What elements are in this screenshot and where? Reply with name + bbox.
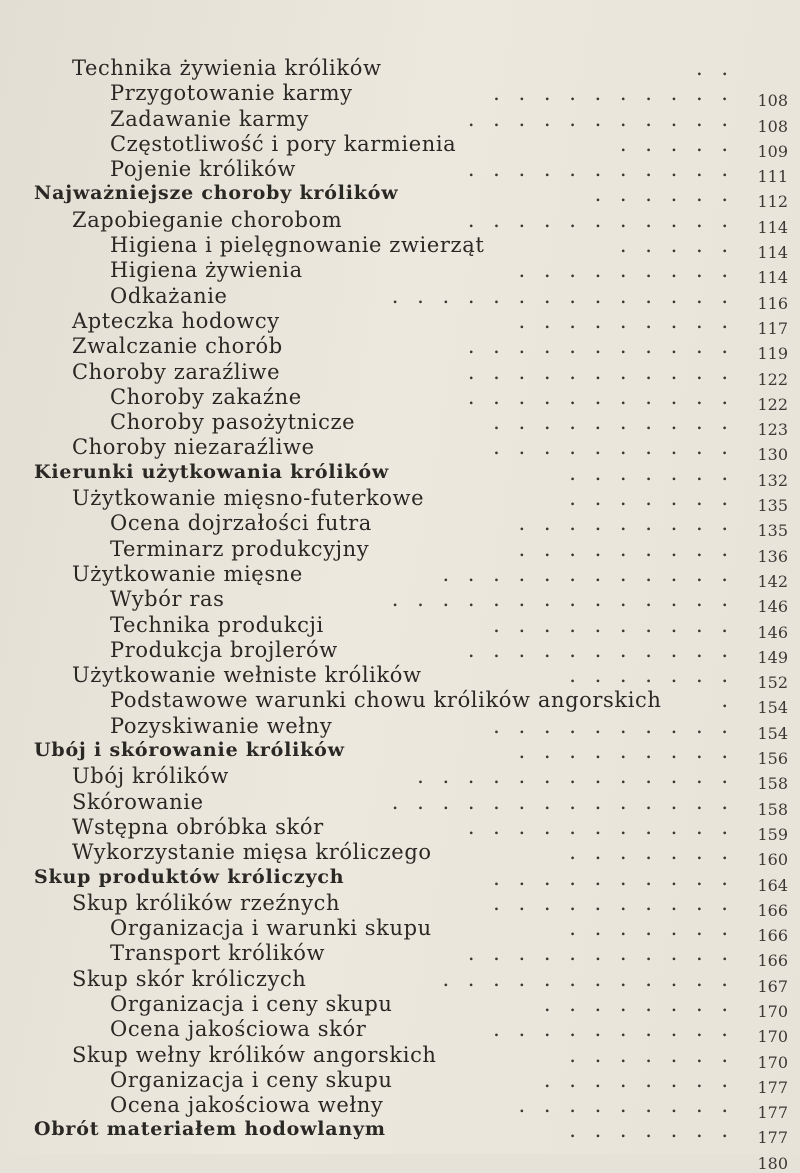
toc-entry	[34, 561, 794, 591]
toc-entry	[34, 233, 794, 263]
toc-entry	[34, 1144, 794, 1173]
toc-page-number: 108	[757, 116, 788, 136]
toc-leader-dots: . . . . . . .	[569, 663, 734, 688]
toc-page-number: 146	[757, 622, 788, 642]
toc-entry-title: Choroby zakaźne	[110, 384, 302, 409]
toc-page-number: 112	[757, 192, 788, 212]
toc-entry	[34, 511, 794, 541]
toc-leader-dots: . . . . . . . . . .	[493, 890, 734, 915]
toc-page-number: 122	[757, 369, 788, 389]
toc-entry-title: Higiena i pielęgnowanie zwierząt	[110, 233, 485, 258]
toc-entry	[34, 739, 794, 769]
toc-page-number: 166	[757, 900, 788, 920]
toc-leader-dots: . . . . . . . . . .	[493, 1017, 734, 1042]
toc-page-number: 146	[757, 597, 788, 617]
toc-entry-title: Choroby niezaraźliwe	[72, 435, 315, 460]
toc-entry-title: Przygotowanie karmy	[110, 81, 353, 106]
toc-leader-dots: . . . . . . . . . . .	[467, 207, 734, 232]
toc-entry-title: Terminarz produkcyjny	[110, 536, 370, 561]
toc-leader-dots: . . . . . . . . . .	[493, 612, 734, 637]
toc-page-number: 116	[757, 293, 788, 313]
toc-entry-title: Podstawowe warunki chowu królików angorskich	[110, 688, 662, 713]
toc-leader-dots: . . . . . . .	[569, 1042, 734, 1067]
toc-entry-title: Ocena jakościowa wełny	[110, 1093, 384, 1118]
toc-entry-title: Produkcja brojlerów	[110, 637, 338, 662]
toc-page-number: 117	[757, 318, 788, 338]
toc-entry-title: Obrót materiałem hodowlanym	[34, 1118, 386, 1141]
toc-entry-title: Pozyskiwanie wełny	[110, 713, 333, 738]
toc-leader-dots: . . . . . . . . . . .	[467, 814, 734, 839]
toc-entry-title: Wybór ras	[110, 587, 225, 612]
toc-entry-title: Zadawanie karmy	[110, 106, 309, 131]
toc-entry	[34, 865, 794, 895]
toc-leader-dots: . . . . . . . . . .	[493, 81, 734, 106]
toc-entry	[34, 536, 794, 566]
toc-page-number: 135	[757, 496, 788, 516]
toc-page-number: 177	[757, 1128, 788, 1148]
toc-leader-dots: . . . . . . . . . . .	[467, 157, 734, 182]
toc-entry-title: Apteczka hodowcy	[72, 308, 280, 333]
toc-entry	[34, 334, 794, 364]
toc-entry-title: Technika produkcji	[110, 612, 324, 637]
toc-leader-dots: . . . . . . . . .	[518, 536, 734, 561]
toc-page-number: 132	[757, 470, 788, 490]
toc-page-number: 156	[757, 749, 788, 769]
toc-entry	[34, 207, 794, 237]
toc-entry	[34, 283, 794, 313]
toc-page-number: 123	[757, 420, 788, 440]
toc-leader-dots: . . . . . . . . . . .	[467, 941, 734, 966]
toc-entry	[34, 612, 794, 642]
toc-leader-dots: . . . . . . . . . . . . . .	[391, 283, 734, 308]
toc-leader-dots: . . . . . . . . . . . .	[442, 561, 734, 586]
toc-leader-dots: . . . . .	[619, 233, 734, 258]
toc-leader-dots: . . . . . . . . . .	[493, 865, 734, 890]
toc-page-number: 180	[757, 1153, 788, 1173]
toc-entry	[34, 1093, 794, 1123]
toc-page-number: 109	[757, 141, 788, 161]
toc-entry	[34, 814, 794, 844]
toc-entry	[34, 1067, 794, 1097]
toc-leader-dots: . . . . . . . . .	[518, 511, 734, 536]
toc-entry-title: Ubój i skórowanie królików	[34, 739, 345, 762]
toc-entry-title: Częstotliwość i pory karmienia	[110, 131, 457, 156]
toc-page-number: 164	[757, 875, 788, 895]
toc-page-number: 166	[757, 951, 788, 971]
toc-entry	[34, 688, 794, 718]
toc-page-number: 122	[757, 394, 788, 414]
toc-entry	[34, 131, 794, 161]
toc-page-number: 177	[757, 1103, 788, 1123]
toc-entry-title: Skup produktów króliczych	[34, 865, 345, 888]
toc-leader-dots: . . . . . . . . .	[518, 739, 734, 764]
toc-leader-dots: . . . . . . . . . .	[493, 410, 734, 435]
toc-entry	[34, 486, 794, 516]
toc-page-number: 142	[757, 571, 788, 591]
toc-entry	[34, 81, 794, 111]
toc-leader-dots: . . . . . . . . . . .	[467, 637, 734, 662]
toc-page-number: 158	[757, 799, 788, 819]
toc-entry-title: Użytkowanie wełniste królików	[72, 663, 422, 688]
toc-page-number: 108	[757, 91, 788, 111]
toc-entry-title: Ocena dojrzałości futra	[110, 511, 372, 536]
toc-entry	[34, 258, 794, 288]
toc-entry	[34, 637, 794, 667]
toc-leader-dots: . . . . . . . . . .	[493, 435, 734, 460]
toc-entry-title: Organizacja i ceny skupu	[110, 991, 393, 1016]
toc-entry	[34, 56, 794, 81]
toc-entry	[34, 1042, 794, 1072]
toc-entry-title: Ubój królików	[72, 764, 229, 789]
toc-entry	[34, 941, 794, 971]
toc-page-number: 177	[757, 1077, 788, 1097]
toc-entry-title: Skup wełny królików angorskich	[72, 1042, 437, 1067]
toc-page-number: 159	[757, 824, 788, 844]
toc-entry	[34, 460, 794, 490]
toc-entry	[34, 991, 794, 1021]
toc-leader-dots: . . . . . . . . . . .	[467, 334, 734, 359]
toc-page-number: 154	[757, 698, 788, 718]
toc-entry	[34, 789, 794, 819]
toc-entry	[34, 157, 794, 187]
toc-leader-dots: . . . . . .	[594, 182, 734, 207]
toc-leader-dots: .	[721, 688, 734, 713]
toc-entry-title: Wstępna obróbka skór	[72, 814, 324, 839]
toc-entry-title: Kierunki użytkowania królików	[34, 460, 390, 483]
toc-leader-dots: . . . . . . . . .	[518, 258, 734, 283]
toc-entry-title: Najważniejsze choroby królików	[34, 182, 399, 205]
toc-entry-title: Zwalczanie chorób	[72, 334, 283, 359]
toc-entry	[34, 966, 794, 996]
toc-entry-title: Pojenie królików	[110, 157, 296, 182]
toc-entry-title: Choroby pasożytnicze	[110, 410, 356, 435]
toc-entry-title: Transport królików	[110, 941, 326, 966]
toc-entry	[34, 308, 794, 338]
toc-page-number: 111	[757, 167, 788, 187]
toc-leader-dots: . . . . . . . . . . . . .	[417, 764, 734, 789]
toc-page-number: 135	[757, 521, 788, 541]
toc-leader-dots: . . . . . . .	[569, 486, 734, 511]
toc-leader-dots: . . . . . . . .	[543, 991, 734, 1016]
toc-entry-title: Wykorzystanie mięsa króliczego	[72, 840, 432, 865]
toc-entry-title: Skórowanie	[72, 789, 204, 814]
toc-entry-title: Organizacja i ceny skupu	[110, 1067, 393, 1092]
toc-entry	[34, 1017, 794, 1047]
toc-entry-title: Użytkowanie mięsne	[72, 561, 303, 586]
toc-page-number: 114	[757, 243, 788, 263]
toc-leader-dots: . . . . . . . .	[543, 1067, 734, 1092]
toc-entry	[34, 890, 794, 920]
toc-entry-title: Skup skór króliczych	[72, 966, 307, 991]
toc-page-number: 154	[757, 723, 788, 743]
toc-leader-dots: . . . . . . .	[569, 916, 734, 941]
table-of-contents	[34, 56, 794, 1173]
toc-entry	[34, 916, 794, 946]
toc-page-number: 114	[757, 217, 788, 237]
toc-leader-dots: . .	[695, 56, 734, 80]
toc-entry	[34, 182, 794, 212]
toc-leader-dots: . . . . . . .	[569, 840, 734, 865]
toc-page-number: 130	[757, 445, 788, 465]
toc-entry	[34, 713, 794, 743]
toc-entry-title: Użytkowanie mięsno-futerkowe	[72, 486, 425, 511]
toc-entry	[34, 587, 794, 617]
toc-leader-dots: . . . . . . .	[569, 460, 734, 485]
toc-entry	[34, 435, 794, 465]
toc-page-number: 166	[757, 926, 788, 946]
toc-leader-dots: . . . . . . . . . . . . . .	[391, 789, 734, 814]
toc-entry-title: Higiena żywienia	[110, 258, 303, 283]
toc-entry	[34, 840, 794, 870]
toc-entry	[34, 359, 794, 389]
toc-entry-title: Choroby zaraźliwe	[72, 359, 281, 384]
toc-leader-dots: . . . . . . . . . . . . . .	[391, 587, 734, 612]
toc-leader-dots: . . . . . . . . . . .	[467, 359, 734, 384]
toc-leader-dots: . . . . . . . . . . . .	[442, 966, 734, 991]
toc-entry-title: Skup królików rzeźnych	[72, 890, 341, 915]
toc-entry-title: Ocena jakościowa skór	[110, 1017, 367, 1042]
toc-leader-dots: . . . . . . . . . . .	[467, 384, 734, 409]
toc-page-number: 114	[757, 268, 788, 288]
toc-page-number: 170	[757, 1001, 788, 1021]
toc-leader-dots: . . . . .	[619, 131, 734, 156]
toc-leader-dots: . . . . . . .	[569, 1118, 734, 1143]
toc-entry-title: Organizacja i warunki skupu	[110, 916, 432, 941]
toc-page-number: 136	[757, 546, 788, 566]
toc-entry	[34, 663, 794, 693]
toc-page-number: 149	[757, 647, 788, 667]
toc-page-number: 170	[757, 1027, 788, 1047]
toc-page-number: 167	[757, 976, 788, 996]
toc-entry-title: Technika żywienia królików	[72, 56, 382, 80]
toc-page-number: 152	[757, 673, 788, 693]
toc-page-number: 119	[757, 344, 788, 364]
toc-leader-dots: . . . . . . . . . . .	[467, 106, 734, 131]
toc-leader-dots: . . . . . . . . .	[518, 308, 734, 333]
toc-entry	[34, 106, 794, 136]
toc-leader-dots: . . . . . . . . . .	[493, 713, 734, 738]
toc-entry	[34, 410, 794, 440]
toc-entry-title: Odkażanie	[110, 283, 228, 308]
toc-entry	[34, 384, 794, 414]
toc-entry	[34, 764, 794, 794]
toc-leader-dots: . . . . . . . . .	[518, 1093, 734, 1118]
toc-page-number: 158	[757, 774, 788, 794]
toc-entry	[34, 1118, 794, 1148]
toc-page-number: 170	[757, 1052, 788, 1072]
toc-page-number: 160	[757, 850, 788, 870]
toc-entry-title: Zapobieganie chorobom	[72, 207, 343, 232]
